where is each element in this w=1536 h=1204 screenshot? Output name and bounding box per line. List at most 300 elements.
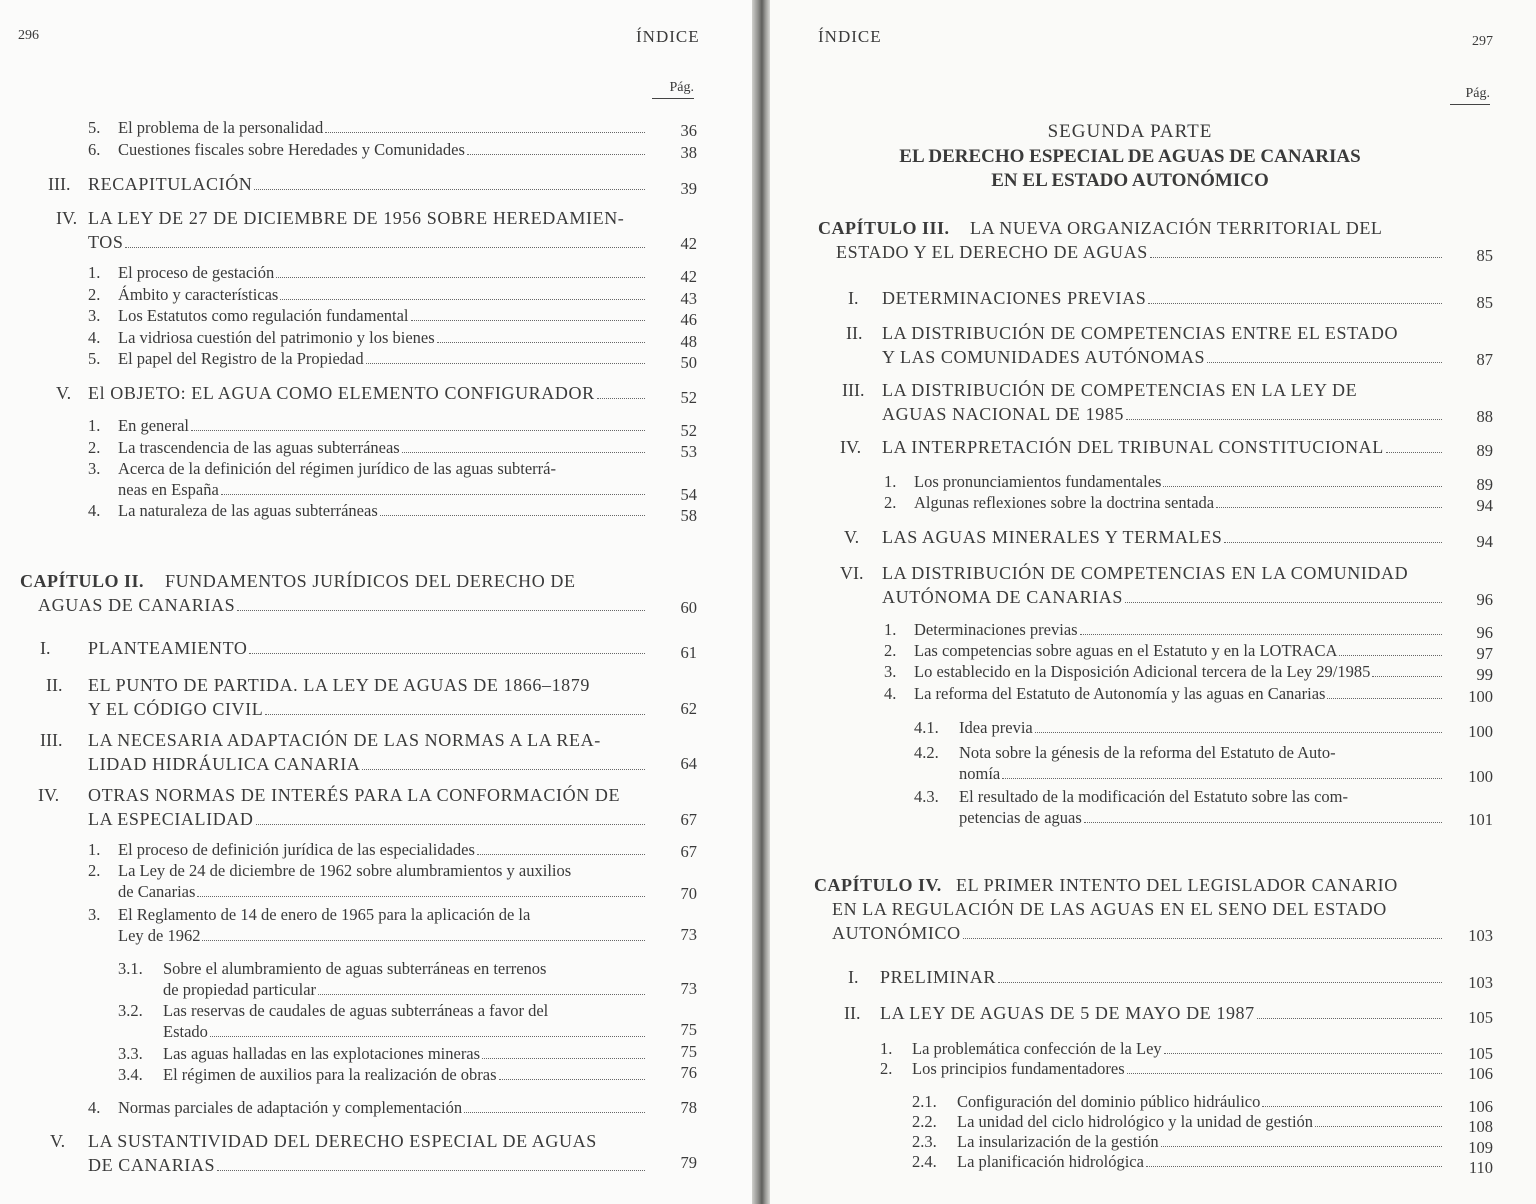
entry-line-with-leader <box>914 492 1442 513</box>
entry-page-number: 73 <box>680 979 697 998</box>
entry-line-with-leader <box>882 286 1442 310</box>
entry-page-number: 110 <box>1468 1158 1493 1177</box>
dot-leader <box>499 1079 645 1080</box>
entry-text: Lo establecido en la Disposición Adicional tercera de la Ley 29/1985 <box>914 662 1371 681</box>
entry-text: La Ley de 24 de diciembre de 1962 sobre alumbramientos y auxilios <box>118 861 572 880</box>
entry-line-with-leader <box>163 1021 645 1042</box>
entry-number: VI. <box>840 563 864 583</box>
entry-page-number: 105 <box>1468 1008 1493 1027</box>
entry-text: PRELIMINAR <box>880 967 997 987</box>
entry-number: 1. <box>88 263 101 282</box>
entry-page-number: 106 <box>1468 1097 1493 1116</box>
entry-number: 4.1. <box>914 718 939 737</box>
entry-page-number: 96 <box>1476 590 1493 609</box>
entry-line-with-leader <box>880 965 1442 989</box>
entry-text: LAS AGUAS MINERALES Y TERMALES <box>882 527 1223 547</box>
entry-text: Los Estatutos como regulación fundamental <box>118 306 409 325</box>
entry-line-with-leader <box>88 381 645 405</box>
entry-line-with-leader <box>914 619 1442 640</box>
entry-page-number: 103 <box>1468 926 1493 945</box>
dot-leader <box>1150 257 1442 258</box>
dot-leader <box>1372 676 1442 677</box>
entry-line-with-leader <box>118 262 645 283</box>
entry-page-number: 75 <box>680 1020 697 1039</box>
entry-text: La planificación hidrológica <box>957 1152 1144 1171</box>
entry-text: Las competencias sobre aguas en el Estatuto y en la LOTRACA <box>914 641 1338 660</box>
dot-leader <box>1262 1106 1442 1107</box>
dot-leader <box>1257 1018 1442 1019</box>
dot-leader <box>1126 419 1442 420</box>
entry-line <box>163 1000 645 1021</box>
entry-number: 2.1. <box>912 1092 937 1111</box>
entry-line-with-leader <box>118 117 645 138</box>
entry-text: LA DISTRIBUCIÓN DE COMPETENCIAS EN LA COMUNIDAD <box>882 563 1409 583</box>
entry-text: DETERMINACIONES PREVIAS <box>882 288 1147 308</box>
entry-line-with-leader <box>118 500 645 521</box>
page-number: 297 <box>1472 34 1493 49</box>
entry-line <box>118 904 645 925</box>
entry-page-number: 103 <box>1468 973 1493 992</box>
entry-text: Estado <box>163 1022 208 1041</box>
entry-number: IV. <box>56 208 78 228</box>
entry-page-number: 85 <box>1476 293 1493 312</box>
entry-number: 3.1. <box>118 959 143 978</box>
entry-text: La naturaleza de las aguas subterráneas <box>118 501 378 520</box>
entry-page-number: 61 <box>680 643 697 662</box>
entry-text: DE CANARIAS <box>88 1155 216 1175</box>
entry-number: I. <box>848 288 859 308</box>
entry-line-with-leader <box>957 1091 1442 1112</box>
dot-leader <box>1161 1146 1442 1147</box>
entry-page-number: 97 <box>1476 644 1493 663</box>
dot-leader <box>197 896 645 897</box>
dot-leader <box>464 1112 645 1113</box>
entry-text: Nota sobre la génesis de la reforma del Estatuto de Auto- <box>959 743 1336 762</box>
entry-page-number: 79 <box>680 1153 697 1172</box>
entry-text: LA NUEVA ORGANIZACIÓN TERRITORIAL DEL <box>970 218 1383 238</box>
dot-leader <box>1035 732 1442 733</box>
dot-leader <box>1002 778 1442 779</box>
entry-line <box>832 897 1442 921</box>
entry-page-number: 101 <box>1468 810 1493 829</box>
entry-number: CAPÍTULO IV. <box>814 875 942 895</box>
entry-line-with-leader <box>957 1131 1442 1152</box>
entry-text: El resultado de la modificación del Estatuto sobre las com- <box>959 787 1349 806</box>
entry-line-with-leader <box>957 1111 1442 1132</box>
dot-leader <box>1125 602 1442 603</box>
entry-page-number: 46 <box>680 310 697 329</box>
entry-page-number: 50 <box>680 353 697 372</box>
dot-leader <box>411 320 645 321</box>
entry-page-number: 89 <box>1476 441 1493 460</box>
book-gutter <box>752 0 770 1204</box>
entry-text: LIDAD HIDRÁULICA CANARIA <box>88 754 361 774</box>
entry-line-with-leader <box>914 471 1442 492</box>
entry-text: El proceso de definición jurídica de las especialidades <box>118 840 475 859</box>
dot-leader <box>482 1058 645 1059</box>
entry-number: 1. <box>88 840 101 859</box>
entry-page-number: 62 <box>680 699 697 718</box>
entry-text: Acerca de la definición del régimen jurídico de las aguas subterrá- <box>118 459 556 478</box>
entry-line <box>970 216 1442 240</box>
entry-page-number: 78 <box>680 1098 697 1117</box>
entry-line <box>88 673 645 697</box>
entry-number: IV. <box>38 785 60 805</box>
entry-text: La reforma del Estatuto de Autonomía y las aguas en Canarias <box>914 684 1326 703</box>
entry-page-number: 73 <box>680 925 697 944</box>
entry-page-number: 87 <box>1476 350 1493 369</box>
entry-page-number: 106 <box>1468 1064 1493 1083</box>
dot-leader <box>1315 1126 1442 1127</box>
entry-number: 3. <box>88 905 101 924</box>
entry-number: 2.3. <box>912 1132 937 1151</box>
entry-page-number: 85 <box>1476 246 1493 265</box>
entry-text: PLANTEAMIENTO <box>88 638 248 658</box>
dot-leader <box>210 1036 645 1037</box>
entry-line-with-leader <box>959 717 1442 738</box>
entry-text: LA LEY DE 27 DE DICIEMBRE DE 1956 SOBRE HEREDAMIEN- <box>88 208 625 228</box>
entry-line-with-leader <box>118 284 645 305</box>
entry-text: de propiedad particular <box>163 980 317 999</box>
entry-page-number: 42 <box>680 267 697 286</box>
entry-text: El OBJETO: EL AGUA COMO ELEMENTO CONFIGURADOR <box>88 383 595 403</box>
entry-number: 4. <box>88 501 101 520</box>
entry-line-with-leader <box>118 881 645 902</box>
entry-line-with-leader <box>118 305 645 326</box>
entry-text: Y LAS COMUNIDADES AUTÓNOMAS <box>882 347 1206 367</box>
entry-number: III. <box>40 730 63 750</box>
part-subtitle-1: EL DERECHO ESPECIAL DE AGUAS DE CANARIAS <box>899 146 1361 167</box>
entry-line <box>163 958 645 979</box>
entry-text: Las aguas halladas en las explotaciones mineras <box>163 1044 481 1063</box>
entry-line-with-leader <box>118 139 645 160</box>
entry-text: EL PRIMER INTENTO DEL LEGISLADOR CANARIO <box>956 875 1398 895</box>
dot-leader <box>1148 303 1442 304</box>
entry-line-with-leader <box>914 683 1442 704</box>
dot-leader <box>1127 1073 1442 1074</box>
entry-text: El Reglamento de 14 de enero de 1965 para la aplicación de la <box>118 905 531 924</box>
dot-leader <box>1080 634 1442 635</box>
entry-page-number: 99 <box>1476 665 1493 684</box>
entry-text: Los pronunciamientos fundamentales <box>914 472 1162 491</box>
dot-leader <box>217 1170 645 1171</box>
entry-line-with-leader <box>88 230 645 254</box>
entry-page-number: 54 <box>680 485 697 504</box>
entry-text: AUTÓNOMA DE CANARIAS <box>882 587 1124 607</box>
entry-text: Configuración del dominio público hidráulico <box>957 1092 1261 1111</box>
left-page <box>0 0 752 1204</box>
dot-leader <box>125 247 645 248</box>
entry-number: CAPÍTULO II. <box>20 571 145 591</box>
entry-line-with-leader <box>912 1058 1442 1079</box>
entry-text: La insularización de la gestión <box>957 1132 1159 1151</box>
running-head: ÍNDICE <box>636 27 700 46</box>
entry-text: AGUAS DE CANARIAS <box>38 595 236 615</box>
dot-leader <box>1207 362 1442 363</box>
entry-page-number: 76 <box>680 1063 697 1082</box>
entry-number: 6. <box>88 140 101 159</box>
entry-line <box>88 728 645 752</box>
entry-line-with-leader <box>118 327 645 348</box>
entry-line <box>959 742 1442 763</box>
dot-leader <box>1327 698 1442 699</box>
entry-page-number: 94 <box>1476 496 1493 515</box>
entry-page-number: 67 <box>680 842 697 861</box>
entry-number: 2.2. <box>912 1112 937 1131</box>
entry-number: 3.4. <box>118 1065 143 1084</box>
entry-text: El régimen de auxilios para la realización de obras <box>163 1065 497 1084</box>
entry-page-number: 48 <box>680 332 697 351</box>
entry-number: 5. <box>88 118 101 137</box>
dot-leader <box>437 342 645 343</box>
entry-text: Determinaciones previas <box>914 620 1078 639</box>
entry-text: LA DISTRIBUCIÓN DE COMPETENCIAS EN LA LEY DE <box>882 380 1358 400</box>
entry-line-with-leader <box>880 1001 1442 1025</box>
entry-text: RECAPITULACIÓN <box>88 174 253 194</box>
entry-line <box>118 860 645 881</box>
entry-line <box>956 873 1442 897</box>
entry-number: 4. <box>88 1098 101 1117</box>
entry-text: Ley de 1962 <box>118 926 201 945</box>
dot-leader <box>467 154 645 155</box>
entry-text: Normas parciales de adaptación y complementación <box>118 1098 463 1117</box>
entry-page-number: 64 <box>680 754 697 773</box>
right-page <box>770 0 1536 1204</box>
entry-page-number: 109 <box>1468 1138 1493 1157</box>
entry-page-number: 105 <box>1468 1044 1493 1063</box>
entry-text: EL PUNTO DE PARTIDA. LA LEY DE AGUAS DE 1866–1879 <box>88 675 590 695</box>
entry-text: En general <box>118 416 190 435</box>
part-subtitle-2: EN EL ESTADO AUTONÓMICO <box>991 170 1269 191</box>
entry-line <box>88 783 645 807</box>
entry-number: III. <box>842 380 865 400</box>
entry-line-with-leader <box>959 807 1442 828</box>
entry-line-with-leader <box>832 921 1442 945</box>
entry-number: 2. <box>88 285 101 304</box>
running-head: ÍNDICE <box>818 27 882 46</box>
entry-number: II. <box>46 675 63 695</box>
dot-leader <box>998 982 1442 983</box>
entry-text: petencias de aguas <box>959 808 1082 827</box>
entry-text: ESTADO Y EL DERECHO DE AGUAS <box>836 242 1148 262</box>
entry-line-with-leader <box>88 172 645 196</box>
entry-text: El papel del Registro de la Propiedad <box>118 349 364 368</box>
entry-text: LA NECESARIA ADAPTACIÓN DE LAS NORMAS A LA REA- <box>88 730 601 750</box>
dot-leader <box>366 363 645 364</box>
entry-line-with-leader <box>912 1038 1442 1059</box>
entry-number: 1. <box>884 472 897 491</box>
entry-number: 3. <box>884 662 897 681</box>
dot-leader <box>325 132 645 133</box>
entry-text: La vidriosa cuestión del patrimonio y los bienes <box>118 328 435 347</box>
entry-line <box>165 569 645 593</box>
dot-leader <box>963 938 1442 939</box>
entry-number: 3. <box>88 306 101 325</box>
entry-text: de Canarias <box>118 882 196 901</box>
entry-line <box>882 561 1442 585</box>
entry-line-with-leader <box>163 1064 645 1085</box>
entry-line-with-leader <box>118 437 645 458</box>
entry-number: V. <box>844 527 860 547</box>
entry-line-with-leader <box>959 763 1442 784</box>
entry-line <box>882 321 1442 345</box>
entry-line-with-leader <box>882 435 1442 459</box>
entry-number: 2.4. <box>912 1152 937 1171</box>
dot-leader <box>362 769 645 770</box>
entry-number: 3.3. <box>118 1044 143 1063</box>
entry-page-number: 100 <box>1468 722 1493 741</box>
entry-text: El problema de la personalidad <box>118 118 324 137</box>
entry-line <box>959 786 1442 807</box>
dot-leader <box>265 714 645 715</box>
entry-text: AUTONÓMICO <box>832 923 961 943</box>
entry-number: 1. <box>880 1039 893 1058</box>
entry-text: EN LA REGULACIÓN DE LAS AGUAS EN EL SENO DEL ESTADO <box>832 899 1387 919</box>
entry-page-number: 36 <box>680 121 697 140</box>
entry-page-number: 70 <box>680 884 697 903</box>
entry-line <box>118 458 645 479</box>
dot-leader <box>1163 486 1442 487</box>
entry-line-with-leader <box>88 636 645 660</box>
entry-text: LA INTERPRETACIÓN DEL TRIBUNAL CONSTITUCIONAL <box>882 437 1384 457</box>
entry-line-with-leader <box>118 839 645 860</box>
entry-number: 4.2. <box>914 743 939 762</box>
entry-page-number: 67 <box>680 810 697 829</box>
entry-number: 2. <box>88 438 101 457</box>
entry-page-number: 39 <box>680 179 697 198</box>
entry-line-with-leader <box>914 661 1442 682</box>
entry-text: Cuestiones fiscales sobre Heredades y Comunidades <box>118 140 465 159</box>
entry-page-number: 75 <box>680 1042 697 1061</box>
entry-number: 1. <box>88 416 101 435</box>
entry-text: La problemática confección de la Ley <box>912 1039 1162 1058</box>
entry-number: 1. <box>884 620 897 639</box>
dot-leader <box>477 854 645 855</box>
entry-line <box>88 1129 645 1153</box>
entry-text: Las reservas de caudales de aguas subterráneas a favor del <box>163 1001 549 1020</box>
dot-leader <box>1146 1166 1442 1167</box>
entry-text: Ámbito y características <box>118 285 279 304</box>
entry-text: Algunas reflexiones sobre la doctrina sentada <box>914 493 1215 512</box>
entry-number: I. <box>848 967 859 987</box>
entry-page-number: 88 <box>1476 407 1493 426</box>
entry-line-with-leader <box>914 640 1442 661</box>
entry-text: AGUAS NACIONAL DE 1985 <box>882 404 1125 424</box>
entry-text: Sobre el alumbramiento de aguas subterráneas en terrenos <box>163 959 547 978</box>
entry-page-number: 53 <box>680 442 697 461</box>
entry-text: LA ESPECIALIDAD <box>88 809 254 829</box>
entry-text: La trascendencia de las aguas subterráneas <box>118 438 400 457</box>
entry-line-with-leader <box>957 1151 1442 1172</box>
dot-leader <box>1224 542 1442 543</box>
entry-page-number: 89 <box>1476 475 1493 494</box>
entry-number: V. <box>50 1131 66 1151</box>
entry-number: 2. <box>880 1059 893 1078</box>
entry-text: OTRAS NORMAS DE INTERÉS PARA LA CONFORMACIÓN DE <box>88 785 621 805</box>
dot-leader <box>256 824 646 825</box>
entry-page-number: 52 <box>680 388 697 407</box>
entry-number: 4. <box>88 328 101 347</box>
entry-text: neas en España <box>118 480 219 499</box>
entry-number: 4. <box>884 684 897 703</box>
entry-text: LA LEY DE AGUAS DE 5 DE MAYO DE 1987 <box>880 1003 1255 1023</box>
entry-number: 2. <box>884 641 897 660</box>
entry-number: II. <box>844 1003 861 1023</box>
entry-page-number: 42 <box>680 234 697 253</box>
entry-number: IV. <box>840 437 862 457</box>
dot-leader <box>202 940 645 941</box>
dot-leader <box>1339 655 1442 656</box>
entry-text: La unidad del ciclo hidrológico y la unidad de gestión <box>957 1112 1314 1131</box>
entry-line-with-leader <box>88 807 645 831</box>
entry-text: LA DISTRIBUCIÓN DE COMPETENCIAS ENTRE EL ESTADO <box>882 323 1399 343</box>
entry-number: 5. <box>88 349 101 368</box>
entry-line-with-leader <box>163 979 645 1000</box>
entry-line <box>88 206 645 230</box>
part-title: SEGUNDA PARTE <box>1047 121 1213 142</box>
entry-line-with-leader <box>882 525 1442 549</box>
entry-number: 4.3. <box>914 787 939 806</box>
entry-page-number: 60 <box>680 598 697 617</box>
entry-line-with-leader <box>882 585 1442 609</box>
entry-number: 2. <box>884 493 897 512</box>
entry-number: 3.2. <box>118 1001 143 1020</box>
entry-line-with-leader <box>118 479 645 500</box>
entry-line-with-leader <box>118 415 645 436</box>
entry-page-number: 94 <box>1476 532 1493 551</box>
entry-line-with-leader <box>118 1097 645 1118</box>
entry-text: FUNDAMENTOS JURÍDICOS DEL DERECHO DE <box>165 571 576 591</box>
entry-line-with-leader <box>38 593 645 617</box>
entry-line-with-leader <box>836 240 1442 264</box>
dot-leader <box>402 452 645 453</box>
dot-leader <box>280 299 645 300</box>
dot-leader <box>1084 822 1442 823</box>
entry-page-number: 100 <box>1468 767 1493 786</box>
entry-number: 3. <box>88 459 101 478</box>
dot-leader <box>249 653 645 654</box>
entry-line-with-leader <box>882 402 1442 426</box>
dot-leader <box>380 515 645 516</box>
dot-leader <box>221 494 645 495</box>
entry-number: CAPÍTULO III. <box>818 218 950 238</box>
entry-page-number: 108 <box>1468 1117 1493 1136</box>
entry-line-with-leader <box>88 1153 645 1177</box>
dot-leader <box>191 430 645 431</box>
entry-line-with-leader <box>163 1043 645 1064</box>
entry-page-number: 96 <box>1476 623 1493 642</box>
entry-number: I. <box>40 638 51 658</box>
dot-leader <box>318 994 645 995</box>
dot-leader <box>1164 1053 1442 1054</box>
entry-page-number: 58 <box>680 506 697 525</box>
entry-line-with-leader <box>882 345 1442 369</box>
dot-leader <box>276 277 645 278</box>
entry-text: nomía <box>959 764 1001 783</box>
entry-text: Y EL CÓDIGO CIVIL <box>88 699 264 719</box>
dot-leader <box>1216 507 1442 508</box>
entry-page-number: 38 <box>680 143 697 162</box>
entry-number: II. <box>846 323 863 343</box>
entry-text: Los principios fundamentadores <box>912 1059 1125 1078</box>
entry-page-number: 43 <box>680 289 697 308</box>
pag-label: Pág. <box>652 80 694 99</box>
entry-line-with-leader <box>118 348 645 369</box>
entry-text: LA SUSTANTIVIDAD DEL DERECHO ESPECIAL DE AGUAS <box>88 1131 597 1151</box>
entry-page-number: 100 <box>1468 687 1493 706</box>
page-number: 296 <box>18 28 39 43</box>
entry-text: Idea previa <box>959 718 1033 737</box>
